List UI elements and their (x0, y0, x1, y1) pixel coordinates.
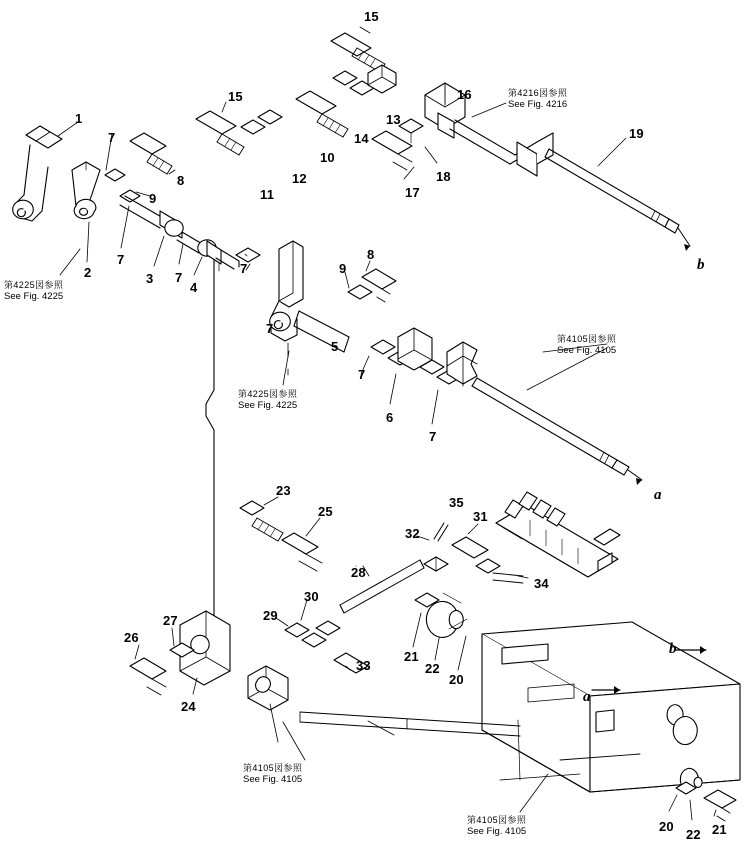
callout-22-b: 22 (686, 827, 701, 842)
ref-note-4105-bottom-mid-jp: 第4105図参照 (467, 815, 527, 825)
callout-7-f: 7 (358, 367, 366, 382)
ref-note-4225-left-jp: 第4225図参照 (4, 280, 64, 290)
ref-note-4105-bottom-left-en: See Fig. 4105 (243, 773, 303, 785)
callout-4: 4 (190, 280, 198, 295)
ref-note-4225-mid-jp: 第4225図参照 (238, 389, 298, 399)
callout-7-d: 7 (240, 261, 248, 276)
callout-23: 23 (276, 483, 291, 498)
callout-6: 6 (386, 410, 394, 425)
callout-21-b: 21 (712, 822, 727, 837)
callout-33: 33 (356, 658, 371, 673)
callout-29: 29 (263, 608, 278, 623)
callout-27: 27 (163, 613, 178, 628)
ref-note-4105-right-en: See Fig. 4105 (557, 344, 617, 356)
callout-9-b: 9 (339, 261, 347, 276)
callout-7-c: 7 (175, 270, 183, 285)
callout-12: 12 (292, 171, 307, 186)
callout-17: 17 (405, 185, 420, 200)
callout-13: 13 (386, 112, 401, 127)
callout-8-a: 8 (177, 173, 185, 188)
callout-11: 11 (260, 187, 275, 202)
ref-note-4225-mid-en: See Fig. 4225 (238, 399, 298, 411)
callout-15-a: 15 (364, 9, 379, 24)
section-letter-b-right: b (669, 641, 677, 657)
ref-note-4105-right-jp: 第4105図参照 (557, 334, 617, 344)
callout-31: 31 (473, 509, 488, 524)
section-letter-a-lower: a (583, 689, 591, 705)
callout-20-b: 20 (659, 819, 674, 834)
callout-15-b: 15 (228, 89, 243, 104)
ref-note-4105-bottom-left (243, 763, 302, 785)
callout-7-b: 7 (117, 252, 125, 267)
ref-note-4216 (508, 88, 567, 110)
ref-note-4105-bottom-mid (467, 815, 526, 837)
callout-3: 3 (146, 271, 154, 286)
callout-14: 14 (354, 131, 369, 146)
ref-note-4216-jp: 第4216図参照 (508, 88, 568, 98)
callout-7-a: 7 (108, 130, 116, 145)
callout-22-a: 22 (425, 661, 440, 676)
section-letter-a-middle: a (654, 487, 662, 503)
callout-32: 32 (405, 526, 420, 541)
callout-25: 25 (318, 504, 333, 519)
callout-9-a: 9 (149, 191, 157, 206)
callout-30: 30 (304, 589, 319, 604)
ref-note-4216-en: See Fig. 4216 (508, 98, 568, 110)
callout-5: 5 (331, 339, 339, 354)
callout-26: 26 (124, 630, 139, 645)
callout-7-e: 7 (266, 321, 274, 336)
ref-note-4225-mid (238, 389, 297, 411)
callout-34: 34 (534, 576, 549, 591)
callout-35: 35 (449, 495, 464, 510)
callout-18: 18 (436, 169, 451, 184)
section-letter-b-top: b (697, 257, 705, 273)
callout-16: 16 (457, 87, 472, 102)
callout-8-b: 8 (367, 247, 375, 262)
callout-1: 1 (75, 111, 83, 126)
ref-note-4225-left-en: See Fig. 4225 (4, 290, 64, 302)
ref-note-4225-left (4, 280, 63, 302)
callout-28: 28 (351, 565, 366, 580)
ref-note-4105-bottom-left-jp: 第4105図参照 (243, 763, 303, 773)
callout-2: 2 (84, 265, 92, 280)
callout-10: 10 (320, 150, 335, 165)
callout-24: 24 (181, 699, 196, 714)
ref-note-4105-bottom-mid-en: See Fig. 4105 (467, 825, 527, 837)
callout-21-a: 21 (404, 649, 419, 664)
callout-20-a: 20 (449, 672, 464, 687)
ref-note-4105-right (557, 334, 616, 356)
callout-19: 19 (629, 126, 644, 141)
callout-7-g: 7 (429, 429, 437, 444)
